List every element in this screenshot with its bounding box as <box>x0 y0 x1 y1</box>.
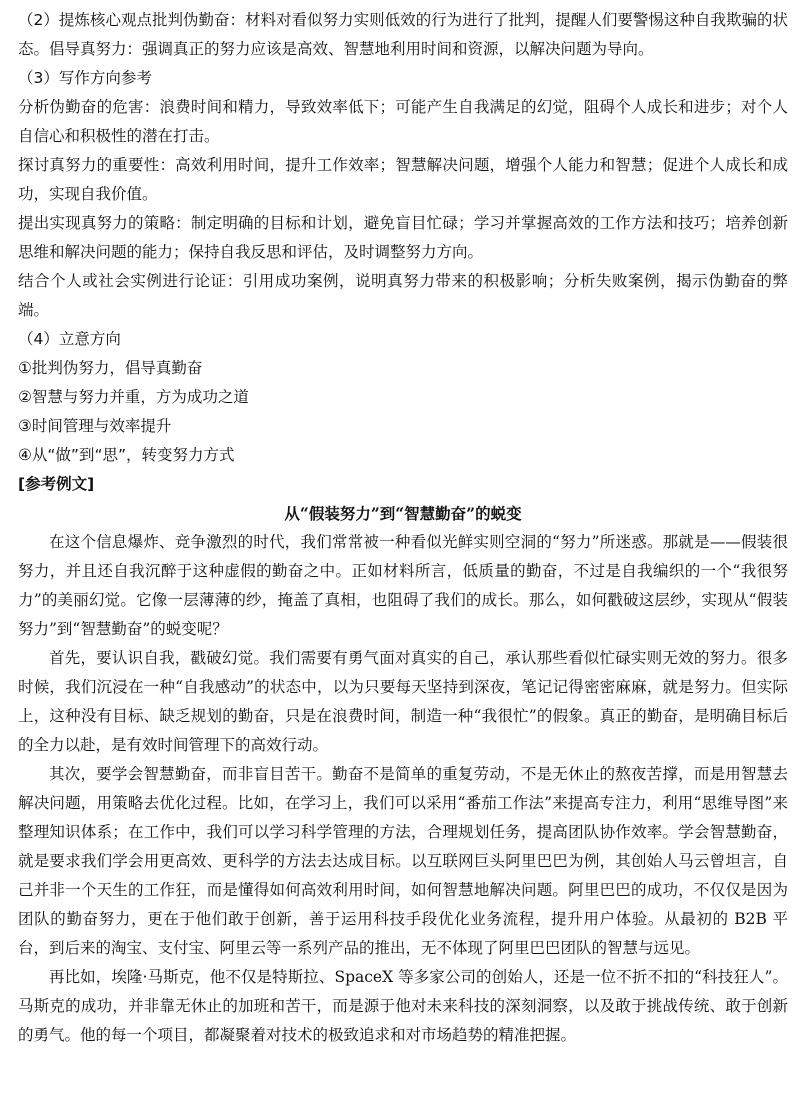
essay-paragraph: 再比如，埃隆·马斯克，他不仅是特斯拉、SpaceX 等多家公司的创始人，还是一位不折不扣的“科技狂人”。马斯克的成功，并非靠无休止的加班和苦干，而是源于他对未来科技的深刻洞察，以及敢于挑战传统、敢于创新的勇气。他的每一个项目，都凝聚着对技术的极致追求和对市场趋势的精准把握。 <box>18 968 788 1044</box>
theme-list-item: ①批判伪努力，倡导真勤奋 <box>18 359 203 377</box>
essay-paragraph: 其次，要学会智慧勤奋，而非盲目苦干。勤奋不是简单的重复劳动，不是无休止的熬夜苦撑，而是用智慧去解决问题，用策略去优化过程。比如，在学习上，我们可以采用“番茄工作法”来提高专注力，利用“思维导图”来整理知识体系；在工作中，我们可以学习科学管理的方法，合理规划任务，提高团队协作效率。学会智慧勤奋，就是要求我们学会用更高效、更科学的方法去达成目标。以互联网巨头阿里巴巴为例，其创始人马云曾坦言，自己并非一个天生的工作狂，而是懂得如何高效利用时间，如何智慧地解决问题。阿里巴巴的成功，不仅仅是因为团队的勤奋努力，更在于他们敢于创新，善于运用科技手段优化业务流程，提升用户体验。从最初的 B2B 平台，到后来的淘宝、支付宝、阿里云等一系列产品的推出，无不体现了阿里巴巴团队的智慧与远见。 <box>18 765 788 957</box>
essay-paragraph: 在这个信息爆炸、竞争激烈的时代，我们常常被一种看似光鲜实则空洞的“努力”所迷惑。那就是——假装很努力，并且还自我沉醉于这种虚假的勤奋之中。正如材料所言，低质量的勤奋，不过是自我编织的一个“我很努力”的美丽幻觉。它像一层薄薄的纱，掩盖了真相，也阻碍了我们的成长。那么，如何戳破这层纱，实现从“假装努力”到“智慧勤奋”的蜕变呢？ <box>18 533 788 638</box>
point-3-heading: （3）写作方向参考 <box>18 69 152 87</box>
point-4-heading: （4）立意方向 <box>18 330 121 348</box>
point-3-paragraph-harm: 分析伪勤奋的危害：浪费时间和精力，导致效率低下；可能产生自我满足的幻觉，阻碍个人成长和进步；对个人自信心和积极性的潜在打击。 <box>18 98 788 145</box>
point-3-paragraph-strategy: 提出实现真努力的策略：制定明确的目标和计划，避免盲目忙碌；学习并掌握高效的工作方法和技巧；培养创新思维和解决问题的能力；保持自我反思和评估，及时调整努力方向。 <box>18 214 788 261</box>
theme-list-item: ④从“做”到“思”，转变努力方式 <box>18 446 235 464</box>
point-3-paragraph-examples: 结合个人或社会实例进行论证：引用成功案例，说明真努力带来的积极影响；分析失败案例，揭示伪勤奋的弊端。 <box>18 272 788 319</box>
theme-list-item: ③时间管理与效率提升 <box>18 417 172 435</box>
writing-guidance-section <box>18 6 788 470</box>
theme-list-item: ②智慧与努力并重，方为成功之道 <box>18 388 249 406</box>
essay-paragraph: 首先，要认识自我，戳破幻觉。我们需要有勇气面对真实的自己，承认那些看似忙碌实则无效的努力。很多时候，我们沉浸在一种“自我感动”的状态中，以为只要每天坚持到深夜，笔记记得密密麻麻，就是努力。但实际上，这种没有目标、缺乏规划的勤奋，只是在浪费时间，制造一种“我很忙”的假象。真正的勤奋，是明确目标后的全力以赴，是有效时间管理下的高效行动。 <box>18 649 788 754</box>
essay-title: 从“假装努力”到“智慧勤奋”的蜕变 <box>284 504 522 523</box>
reference-essay <box>18 499 788 1050</box>
reference-essay-label: [参考例文] <box>18 475 95 493</box>
point-2-paragraph: （2）提炼核心观点批判伪勤奋：材料对看似努力实则低效的行为进行了批判，提醒人们要警惕这种自我欺骗的状态。倡导真努力：强调真正的努力应该是高效、智慧地利用时间和资源，以解决问题为导向。 <box>18 11 788 58</box>
point-3-paragraph-importance: 探讨真努力的重要性：高效利用时间，提升工作效率；智慧解决问题，增强个人能力和智慧；促进个人成长和成功，实现自我价值。 <box>18 156 788 203</box>
